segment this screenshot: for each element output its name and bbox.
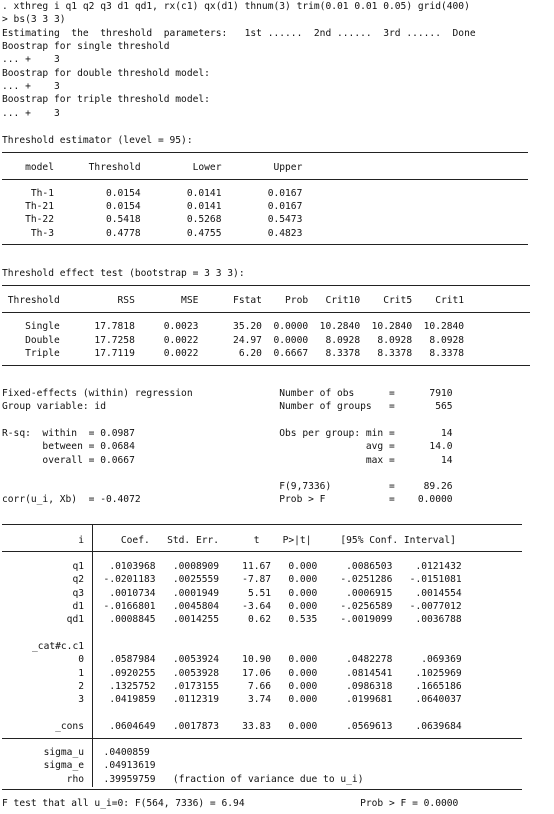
table-row: .0103968 .0008909 11.67 0.000 .0086503 .0121432 — [92, 561, 462, 572]
progress-line-4: Boostrap for double threshold model: — [2, 68, 210, 79]
estimator-header-rule — [2, 179, 528, 180]
table-row: .0419859 .0112319 3.74 0.000 .0199681 .0640037 — [92, 694, 462, 705]
row-var-label: q2 — [72, 574, 84, 585]
regression-top-rule — [2, 524, 522, 525]
fe-summary-line: R-sq: within = 0.0987 Obs per group: min = 14 — [2, 428, 453, 439]
fe-summary-line: Fixed-effects (within) regression Number of obs = 7910 — [2, 388, 453, 399]
fe-summary-line: corr(u_i, Xb) = -0.4072 Prob > F = 0.0000 — [2, 494, 453, 505]
f-test-line: F test that all u_i=0: F(564, 7336) = 6.94 Prob > F = 0.0000 — [2, 798, 459, 809]
table-row: .0400859 — [92, 747, 150, 758]
table-row: .0920255 .0053928 17.06 0.000 .0814541 .1025969 — [92, 668, 462, 679]
effect-header-rule — [2, 312, 530, 313]
row-var-label: sigma_e — [43, 760, 84, 771]
threshold-estimator-title: Threshold estimator (level = 95): — [2, 135, 193, 146]
regression-header-var: i — [78, 535, 84, 546]
progress-line-1: Estimating the threshold parameters: 1st ...... 2nd ...... 3rd ...... Done — [2, 28, 476, 39]
table-row: Th-3 0.4778 0.4755 0.4823 — [2, 228, 303, 239]
progress-line-7: ... + 3 — [2, 108, 60, 119]
effect-bottom-rule — [2, 365, 530, 366]
table-row: Triple 17.7119 0.0022 6.20 0.6667 8.3378 8.3378 8.3378 — [2, 348, 465, 359]
progress-line-3: ... + 3 — [2, 54, 60, 65]
table-row: .0587984 .0053924 10.90 0.000 .0482278 .069369 — [92, 654, 462, 665]
row-var-label: qd1 — [66, 614, 84, 625]
row-var-label: 2 — [78, 681, 84, 692]
table-row: Th-22 0.5418 0.5268 0.5473 — [2, 214, 303, 225]
row-group-label: _cat#c.c1 — [32, 641, 84, 652]
table-row: .1325752 .0173155 7.66 0.000 .0986318 .1665186 — [92, 681, 462, 692]
table-row: .0604649 .0017873 33.83 0.000 .0569613 .0639684 — [92, 721, 462, 732]
table-row: Th-1 0.0154 0.0141 0.0167 — [2, 188, 303, 199]
table-row: Single 17.7818 0.0023 35.20 0.0000 10.2840 10.2840 10.2840 — [2, 321, 465, 332]
fe-summary-line: F(9,7336) = 89.26 — [2, 481, 453, 492]
table-row: -.0201183 .0025559 -7.87 0.000 -.0251286 -.0151081 — [92, 574, 462, 585]
effect-top-rule — [2, 285, 530, 286]
effect-header: Threshold RSS MSE Fstat Prob Crit10 Crit5 Crit1 — [2, 295, 465, 306]
row-var-label: _cons — [55, 721, 84, 732]
row-var-label: rho — [66, 774, 84, 785]
table-row: .39959759 (fraction of variance due to u_i) — [92, 774, 364, 785]
regression-sigma-rule — [2, 738, 522, 739]
regression-header-rule — [2, 551, 522, 552]
regression-header: Coef. Std. Err. t P>|t| [95% Conf. Interval] — [92, 535, 456, 546]
table-row: .04913619 — [92, 760, 156, 771]
progress-line-5: ... + 3 — [2, 81, 60, 92]
estimator-header: model Threshold Lower Upper — [2, 162, 303, 173]
row-var-label: q3 — [72, 588, 84, 599]
fe-summary-line: between = 0.0684 avg = 14.0 — [2, 441, 453, 452]
estimator-bottom-rule — [2, 244, 528, 245]
estimator-top-rule — [2, 152, 528, 153]
threshold-effect-title: Threshold effect test (bootstrap = 3 3 3): — [2, 268, 245, 279]
row-var-label: sigma_u — [43, 747, 84, 758]
progress-line-6: Boostrap for triple threshold model: — [2, 94, 210, 105]
table-row: .0008845 .0014255 0.62 0.535 -.0019099 .0036788 — [92, 614, 462, 625]
table-row: Th-21 0.0154 0.0141 0.0167 — [2, 201, 303, 212]
fe-summary-line: overall = 0.0667 max = 14 — [2, 455, 453, 466]
fe-summary-line: Group variable: id Number of groups = 565 — [2, 401, 453, 412]
row-var-label: 0 — [78, 654, 84, 665]
row-var-label: 1 — [78, 668, 84, 679]
table-row: -.0166801 .0045804 -3.64 0.000 -.0256589 -.0077012 — [92, 601, 462, 612]
command-line-1: . xthreg i q1 q2 q3 d1 qd1, rx(c1) qx(d1) thnum(3) trim(0.01 0.01 0.05) grid(400) — [2, 1, 470, 12]
table-row: .0010734 .0001949 5.51 0.000 .0006915 .0014554 — [92, 588, 462, 599]
progress-line-2: Boostrap for single threshold — [2, 41, 170, 52]
regression-bottom-rule — [2, 789, 522, 790]
row-var-label: d1 — [72, 601, 84, 612]
row-var-label: 3 — [78, 694, 84, 705]
table-row: Double 17.7258 0.0022 24.97 0.0000 8.0928 8.0928 8.0928 — [2, 335, 465, 346]
command-line-2: > bs(3 3 3) — [2, 14, 66, 25]
row-var-label: q1 — [72, 561, 84, 572]
